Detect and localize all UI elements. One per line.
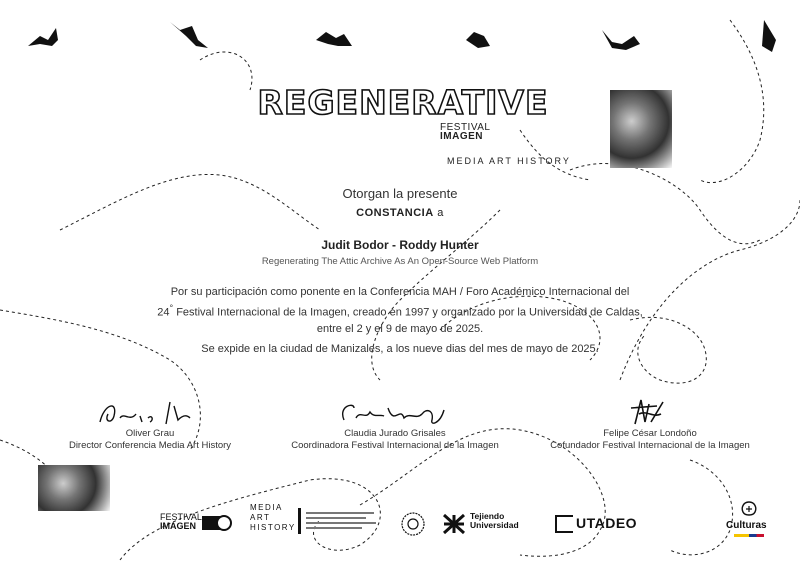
footer-culturas-logo: Culturas [726,520,767,531]
edition-number: 24 [157,306,170,319]
festival-imagen-logo-small: FESTIVAL IMAGEN [440,122,491,142]
signer-role-1: Director Conferencia Media Art History [68,440,232,451]
footer-universidad-caldas-logo [298,508,380,534]
body-line-3: entre el 2 y el 9 de mayo de 2025. [316,322,484,335]
media-art-history-label: MEDIA ART HISTORY [447,156,571,166]
project-title: Regenerating The Attic Archive As An Open-Source Web Platform [261,256,539,267]
footer-mah-logo: MEDIA ART HISTORY [250,503,296,532]
signature-block-2 [270,396,520,452]
signer-name-3: Felipe César Londoño [603,428,697,439]
constancia-word: CONSTANCIA [356,207,434,219]
signer-name-1: Oliver Grau [125,428,175,439]
footer-tejiendo-mark [442,513,466,535]
signer-role-3: Cofundador Festival Internacional de la Imagen [550,440,750,451]
signer-role-2: Coordinadora Festival Internacional de la Imagen [291,440,499,451]
stone-texture-image-bottom [38,465,110,511]
regenerative-wordmark [233,84,573,124]
certificate-body [0,284,800,337]
footer-utadeo-bracket-icon [555,515,573,533]
footer-colombia-coat-of-arms-icon [737,500,761,518]
constancia-suffix: a [433,207,444,219]
edition-degree: ° [169,303,174,313]
signer-name-2: Claudia Jurado Grisales [344,428,446,439]
stone-texture-image-top [610,90,672,168]
constancia-line [0,207,800,219]
signature-block-3 [530,396,770,452]
issued-text: Se expide en la ciudad de Manizales, a los nueve dias del mes de mayo de 2025. [201,343,599,355]
footer-colombia-flag-stripe [734,534,764,537]
signature-image-3 [605,396,695,428]
footer-festival-imagen-logo: FESTIVAL IMAGEN [160,512,202,531]
recipient-names: Judit Bodor - Roddy Hunter [321,238,479,252]
footer-utadeo-logo: UTADEO [576,515,638,531]
footer-tejiendo-universidad-logo: Tejiendo Universidad [470,511,519,530]
footer-seal-logo [400,511,426,537]
body-line-2: 24° Festival Internacional de la Imagen, creado en 1997 y organizado por la Universidad de Caldas, [157,303,643,319]
body-line-1: Por su participación como ponente en la Conferencia MAH / Foro Académico Internacional del [170,286,630,298]
svg-text:REGENERATIVE: REGENERATIVE [257,84,549,122]
regenerative-logo [233,84,573,124]
signature-block-1 [40,396,260,452]
signature-image-1 [90,396,210,428]
signature-image-2 [330,396,460,428]
footer-festival-imagen-mark [200,512,236,534]
intro-text: Otorgan la presente [342,186,458,201]
